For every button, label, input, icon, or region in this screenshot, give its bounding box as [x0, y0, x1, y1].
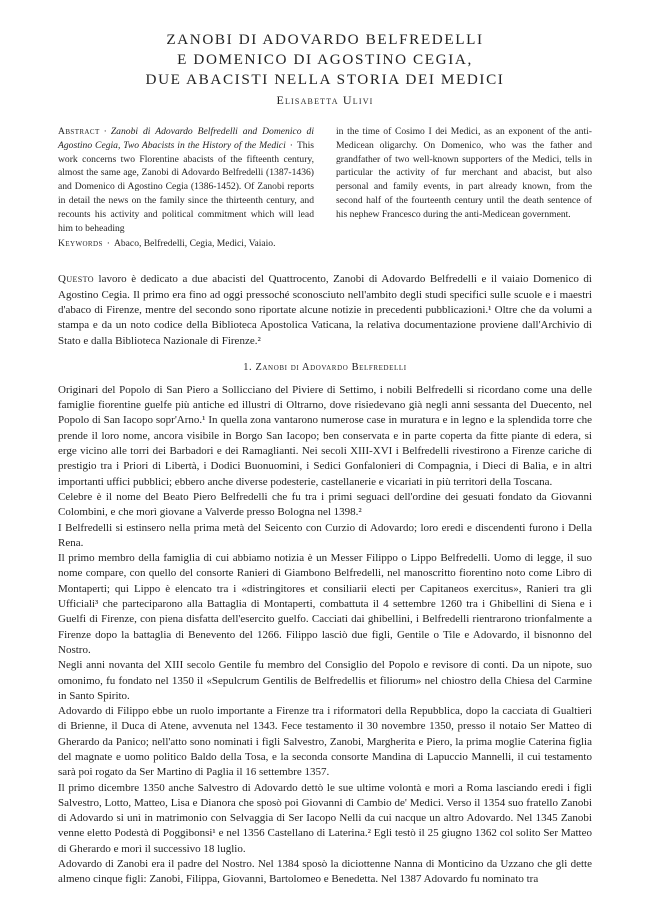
- abstract-separator: ·: [103, 126, 107, 137]
- page: [58, 30, 592, 888]
- title-line-1: ZANOBI DI ADOVARDO BELFREDELLI: [166, 31, 484, 48]
- paragraph: Il primo dicembre 1350 anche Salvestro di Adovardo dettò le sue ultime volontà e morì a Roma lasciando eredi i figli Salvestro, Lotto, Matteo, Lisa e Dianora che sposò poi Giovanni di Cambio de' Medici. Verso il 1354 suo fratello Zanobi di Adovardo si unì in matrimonio con Selvaggia di Ser Iacopo Nelli da cui nacque un altro Adovardo. Nel 1345 Zanobi venne eletto Podestà di Poggibonsi¹ e nel 1356 Castellano di Laterina.² Egli testò il 25 giugno 1362 col solito Ser Matteo di Gherardo e morì il successivo 18 luglio.: [58, 781, 592, 855]
- abstract-column-left: [58, 125, 314, 235]
- abstract-label: Abstract: [58, 126, 100, 137]
- article-title: [58, 30, 592, 90]
- abstract-text-1: This work concerns two Florentine abacists of the fifteenth century, almost the same age, Zanobi di Adovardo Belfredelli (1387-1436) and Domenico di Agostino Cegia (1386-1452). Of Zanobi reports in detail the news on the family since the thirteenth century, and recounts his activity and political commitment which will lead him to beheading: [58, 139, 314, 234]
- abstract: [58, 125, 592, 235]
- intro-lead-word: Questo: [58, 273, 94, 286]
- abstract-separator-2: ·: [289, 139, 293, 151]
- abstract-english-title: Zanobi di Adovardo Belfredelli and Domenico di Agostino Cegia, Two Abacists in the History of the Medici: [58, 126, 314, 151]
- keywords: [58, 237, 592, 251]
- keywords-label: Keywords: [58, 238, 103, 250]
- paragraph: I Belfredelli si estinsero nella prima metà del Seicento con Curzio di Adovardo; loro eredi e discendenti furono i Della Rena.: [58, 521, 592, 549]
- abstract-text-2: in the time of Cosimo I dei Medici, as an exponent of the anti-Medicean oligarchy. On Domenico, who was the father and grandfather of two well-known supporters of the Medici, tells in particular the activity of fur merchant and abacist, but also personal and family events, in part already known, from the second half of the fourteenth century until the death sentence of his nephew Francesco during the anti-Medicean government.: [336, 126, 592, 220]
- intro-paragraph: [58, 272, 592, 348]
- section-heading: 1. Zanobi di Adovardo Belfredelli: [243, 361, 407, 373]
- keywords-separator: ·: [106, 238, 110, 250]
- paragraph: Il primo membro della famiglia di cui abbiamo notizia è un Messer Filippo o Lippo Belfredelli. Uomo di legge, il suo nome compare, con quello del consorte Ranieri di Giambono Belfredelli, nel manoscritto fiorentino noto come Libro di Montaperti; qui Lippo è elencato tra i «distringitores et consiliarii electi per Capitaneos exercitus», Ranieri tra gli Ufficiali³ che parteciparono alla Battaglia di Montaperti, combattuta il 4 settembre 1260 tra i Ghibellini di Siena e i Guelfi di Firenze, con piena disfatta dell'esercito guelfo. Cacciati dai ghibellini, i Belfredelli rientrarono trionfalmente a Firenze dopo la battaglia di Benevento del 1266. Filippo lasciò due figli, Gentile o Tile e Adovardo, il bisnonno del Nostro.: [58, 552, 592, 656]
- paragraph: Negli anni novanta del XIII secolo Gentile fu membro del Consiglio del Popolo e revisore di conti. Da un nipote, suo omonimo, fu fondato nel 1350 il «Sepulcrum Gentilis de Belfredellis et filiorum» nel chiostro della Chiesa del Carmine in Santo Spirito.: [58, 659, 592, 702]
- title-line-3: DUE ABACISTI NELLA STORIA DEI MEDICI: [145, 71, 505, 88]
- intro-text: lavoro è dedicato a due abacisti del Quattrocento, Zanobi di Adovardo Belfredelli e il vaiaio Domenico di Agostino Cegia. Il primo era fino ad oggi pressoché sconosciuto nell'ambito degli studi specifici sulle scuole e i maestri d'abaco di Firenze, mentre del secondo sono riportate alcune notizie in precedenti pubblicazioni.¹ Oltre che da volumi a stampa e da un noto codice della Biblioteca Apostolica Vaticana, la relativa documentazione proviene dall'Archivio di Stato e dalla Biblioteca Nazionale di Firenze.²: [58, 273, 592, 347]
- paragraph: Originari del Popolo di San Piero a Sollicciano del Piviere di Settimo, i nobili Belfredelli si ricordano come una delle famiglie fiorentine guelfe più antiche ed illustri di Oltrarno, dove risiedevano già negli anni sessanta del Duecento, nel Popolo di San Iacopo sopr'Arno.¹ In quella zona vantarono numerose case in muratura e in legno e la splendida torre che prende il loro nome, ancora visibile in Borgo San Iacopo; ben conservata e in parte coperta da fitte piante di edera, si erge vicino alle torri dei Barbadori e dei Ramaglianti. Nei secoli XIII-XVI i Belfredelli rivestirono a Firenze cariche di prestigio tra i Priori di Libertà, i Dodici Buonuomini, i Sedici Gonfalonieri di Compagnia, i Dieci di Balìa, e in altri importanti uffici pubblici; ebbero anche diverse podesterie, castellanerie e vicariati in più territori della Toscana.: [58, 383, 592, 488]
- paragraph: Adovardo di Zanobi era il padre del Nostro. Nel 1384 sposò la diciottenne Nanna di Monticino da Uzzano che gli dette almeno cinque figli: Zanobi, Filippa, Giovanni, Bartolomeo e Benedetta. Nel 1387 Adovardo fu nominato tra: [58, 858, 592, 886]
- paragraph: Celebre è il nome del Beato Piero Belfredelli che fu tra i primi seguaci dell'ordine dei gesuati fondato da Giovanni Colombini, e che morì giovane a Valverde presso Bologna nel 1398.²: [58, 490, 592, 519]
- author-name: Elisabetta Ulivi: [276, 93, 374, 107]
- abstract-column-right: [336, 125, 592, 235]
- keywords-text: Abaco, Belfredelli, Cegia, Medici, Vaiaio.: [113, 238, 276, 250]
- body-text: [58, 383, 592, 888]
- paragraph: Adovardo di Filippo ebbe un ruolo importante a Firenze tra i riformatori della Repubblica, dopo la cacciata di Gualtieri di Brienne, il Duca di Atene, avvenuta nel 1343. Fece testamento il 30 novembre 1350, presso il notaio Ser Matteo di Gherardo da Panico; nell'atto sono nominati i figli Salvestro, Zanobi, Margherita e Piero, la prima moglie Caterina figlia del magnate e uomo politico Baldo della Tosa, e la seconda consorte Mandina di Lapuccio Mannelli, il cui testamento sarà poi rogato da Ser Martino di Paglia il 16 settembre 1357.: [58, 705, 592, 779]
- title-line-2: E DOMENICO DI AGOSTINO CEGIA,: [177, 51, 473, 68]
